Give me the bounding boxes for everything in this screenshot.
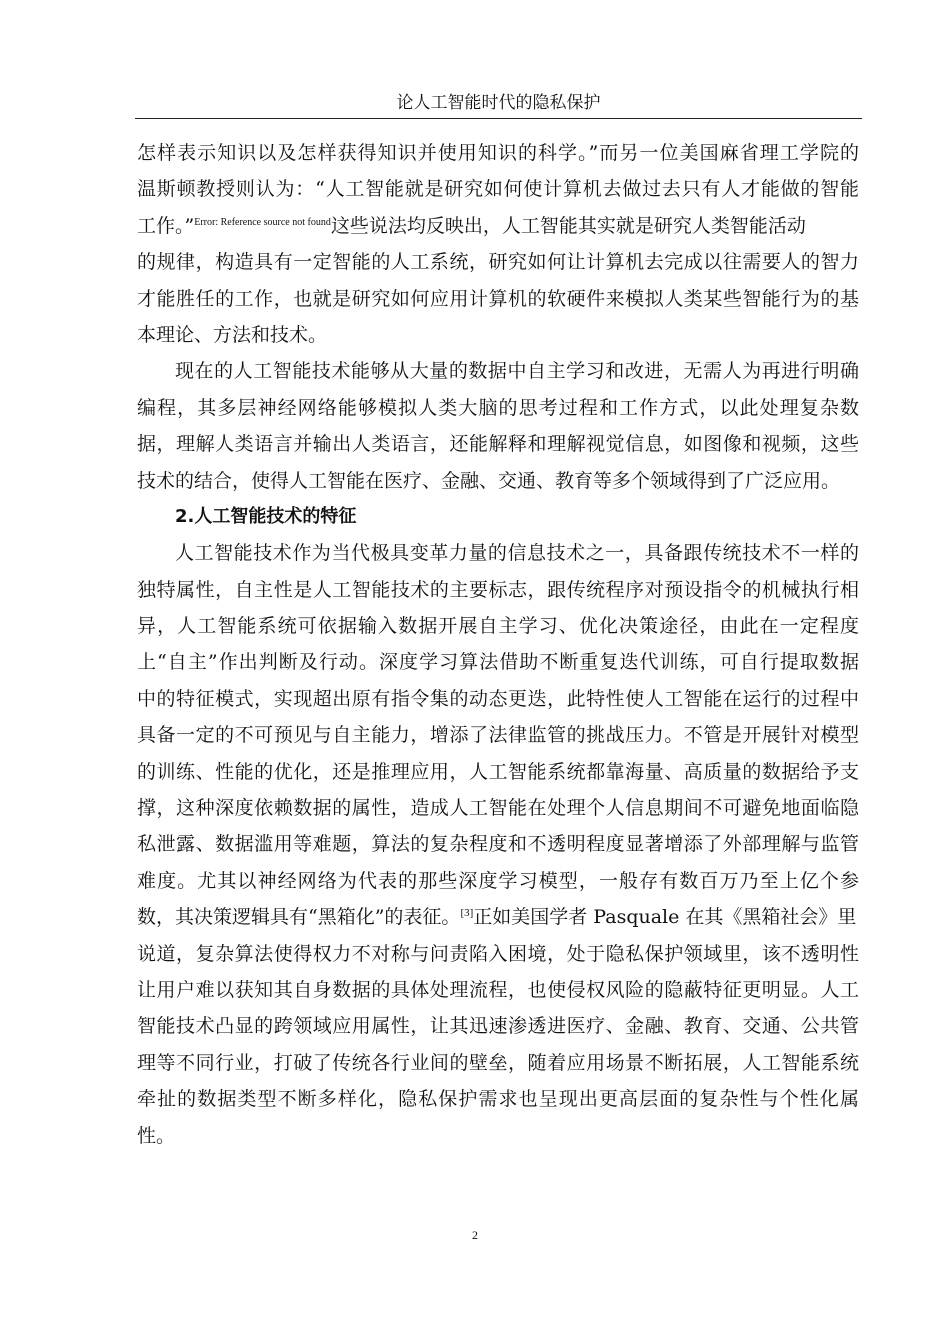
text-line: 的训练、性能的优化，还是推理应用，人工智能系统都靠海量、高质量的数据给予支	[137, 760, 859, 783]
citation-marker: [3]	[460, 907, 474, 920]
text-run: 这些说法均反映出，人工智能其实就是研究人类智能活动	[330, 214, 806, 237]
text-line: 技术的结合，使得人工智能在医疗、金融、交通、教育等多个领域得到了广泛应用。	[137, 469, 841, 492]
text-line: 才能胜任的工作，也就是研究如何应用计算机的软硬件来模拟人类某些智能行为的基	[137, 287, 859, 310]
header-rule	[135, 118, 862, 119]
text-line: 异，人工智能系统可依据输入数据开展自主学习、优化决策途径，由此在一定程度	[137, 615, 859, 638]
text-line: 让用户难以获知其自身数据的具体处理流程，也使侵权风险的隐蔽特征更明显。人工	[137, 978, 859, 1001]
text-line: 的规律，构造具有一定智能的人工系统，研究如何让计算机去完成以往需要人的智力	[137, 251, 859, 274]
text-line: 难度。尤其以神经网络为代表的那些深度学习模型，一般存有数百万乃至上亿个参	[137, 869, 859, 892]
text-line: 现在的人工智能技术能够从大量的数据中自主学习和改进，无需人为再进行明确	[175, 360, 859, 383]
text-line: 智能技术凸显的跨领域应用属性，让其迅速渗透进医疗、金融、教育、交通、公共管	[137, 1015, 859, 1038]
paragraph-3	[137, 535, 859, 1154]
text-line	[137, 208, 859, 244]
text-run: 正如美国学者 Pasquale 在其《黑箱社会》里	[473, 906, 857, 929]
text-run: 工作。”	[137, 214, 195, 237]
text-line: 私泄露、数据滥用等难题，算法的复杂程度和不透明程度显著增添了外部理解与监管	[137, 833, 859, 856]
text-line: 怎样表示知识以及怎样获得知识并使用知识的科学。”而另一位美国麻省理工学院的	[137, 142, 859, 164]
text-line: 理等不同行业，打破了传统各行业间的壁垒，随着应用场景不断拓展，人工智能系统	[137, 1051, 859, 1074]
text-line: 撑，这种深度依赖数据的属性，造成人工智能在处理个人信息期间不可避免地面临隐	[137, 797, 859, 820]
text-line: 编程，其多层神经网络能够模拟人类大脑的思考过程和工作方式，以此处理复杂数	[137, 396, 859, 419]
paragraph-2	[137, 353, 859, 499]
paragraph-1	[137, 135, 859, 353]
text-line: 牵扯的数据类型不断多样化，隐私保护需求也呈现出更高层面的复杂性与个性化属	[137, 1088, 859, 1111]
text-line: 据，理解人类语言并输出人类语言，还能解释和理解视觉信息，如图像和视频，这些	[137, 433, 859, 456]
text-line: 温斯顿教授则认为：“人工智能就是研究如何使计算机去做过去只有人才能做的智能	[137, 178, 859, 201]
page-number: 2	[472, 1228, 478, 1242]
section-heading: 2.人工智能技术的特征	[175, 505, 357, 527]
text-line	[137, 899, 859, 935]
text-line: 性。	[137, 1124, 176, 1147]
text-line: 本理论、方法和技术。	[137, 323, 328, 346]
reference-error-marker: Error: Reference source not found	[194, 216, 331, 228]
page-header-title: 论人工智能时代的隐私保护	[396, 93, 601, 113]
text-line: 说道，复杂算法使得权力不对称与问责陷入困境，处于隐私保护领域里，该不透明性	[137, 942, 859, 965]
text-line: 上“自主”作出判断及行动。深度学习算法借助不断重复迭代训练，可自行提取数据	[137, 651, 859, 674]
text-line: 独特属性，自主性是人工智能技术的主要标志，跟传统程序对预设指令的机械执行相	[137, 578, 859, 601]
text-line: 具备一定的不可预见与自主能力，增添了法律监管的挑战压力。不管是开展针对模型	[137, 724, 859, 747]
text-run: 数，其决策逻辑具有“黑箱化”的表征。	[137, 906, 461, 929]
text-line: 人工智能技术作为当代极具变革力量的信息技术之一，具备跟传统技术不一样的	[175, 542, 859, 565]
text-line: 中的特征模式，实现超出原有指令集的动态更迭，此特性使人工智能在运行的过程中	[137, 687, 859, 710]
document-body	[137, 135, 859, 1154]
